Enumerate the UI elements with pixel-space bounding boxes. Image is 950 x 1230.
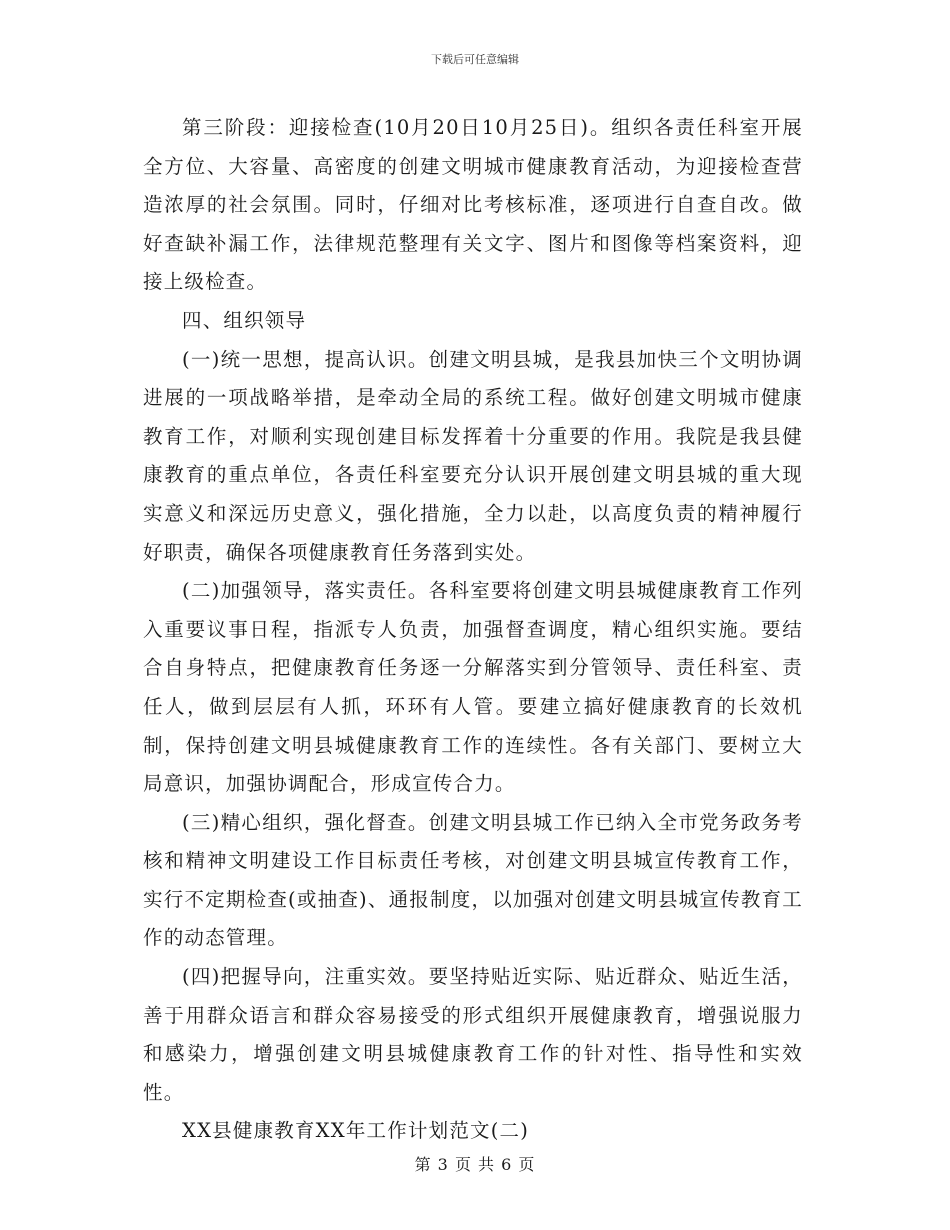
page-number: 第 3 页 共 6 页 (414, 1155, 536, 1174)
paragraph-strengthen-leadership: (二)加强领导，落实责任。各科室要将创建文明县城健康教育工作列入重要议事日程，指派专人负责，加强督查调度，精心组织实施。要结合自身特点，把健康教育任务逐一分解落实到分管领导、责任科室、责任人，做到层层有人抓，环环有人管。要建立搞好健康教育的长效机制，保持创建文明县城健康教育工作的连续性。各有关部门、要树立大局意识，加强协调配合，形成宣传合力。 (143, 579, 803, 796)
paragraph-grasp-direction: (四)把握导向，注重实效。要坚持贴近实际、贴近群众、贴近生活，善于用群众语言和群众容易接受的形式组织开展健康教育，增强说服力和感染力，增强创建文明县城健康教育工作的针对性、指导性和实效性。 (143, 965, 803, 1104)
next-document-title: XX县健康教育XX年工作计划范文(二) (182, 1119, 530, 1143)
document-body (143, 109, 803, 1151)
section-heading-organization: 四、组织领导 (182, 308, 307, 332)
paragraph-careful-organization: (三)精心组织，强化督查。创建文明县城工作已纳入全市党务政务考核和精神文明建设工作目标责任考核，对创建文明县城宣传教育工作，实行不定期检查(或抽查)、通报制度，以加强对创建文明县城宣传教育工作的动态管理。 (143, 810, 803, 950)
header-note: 下载后可任意编辑 (431, 53, 519, 66)
paragraph-stage-three: 第三阶段：迎接检查(10月20日10月25日)。组织各责任科室开展全方位、大容量、高密度的创建文明城市健康教育活动，为迎接检查营造浓厚的社会氛围。同时，仔细对比考核标准，逐项进行自查自改。做好查缺补漏工作，法律规范整理有关文字、图片和图像等档案资料，迎接上级检查。 (143, 116, 803, 294)
paragraph-unify-thinking: (一)统一思想，提高认识。创建文明县城，是我县加快三个文明协调进展的一项战略举措，是牵动全局的系统工程。做好创建文明城市健康教育工作，对顺利实现创建目标发挥着十分重要的作用。我院是我县健康教育的重点单位，各责任科室要充分认识开展创建文明县城的重大现实意义和深远历史意义，强化措施，全力以赴，以高度负责的精神履行好职责，确保各项健康教育任务落到实处。 (143, 347, 803, 564)
